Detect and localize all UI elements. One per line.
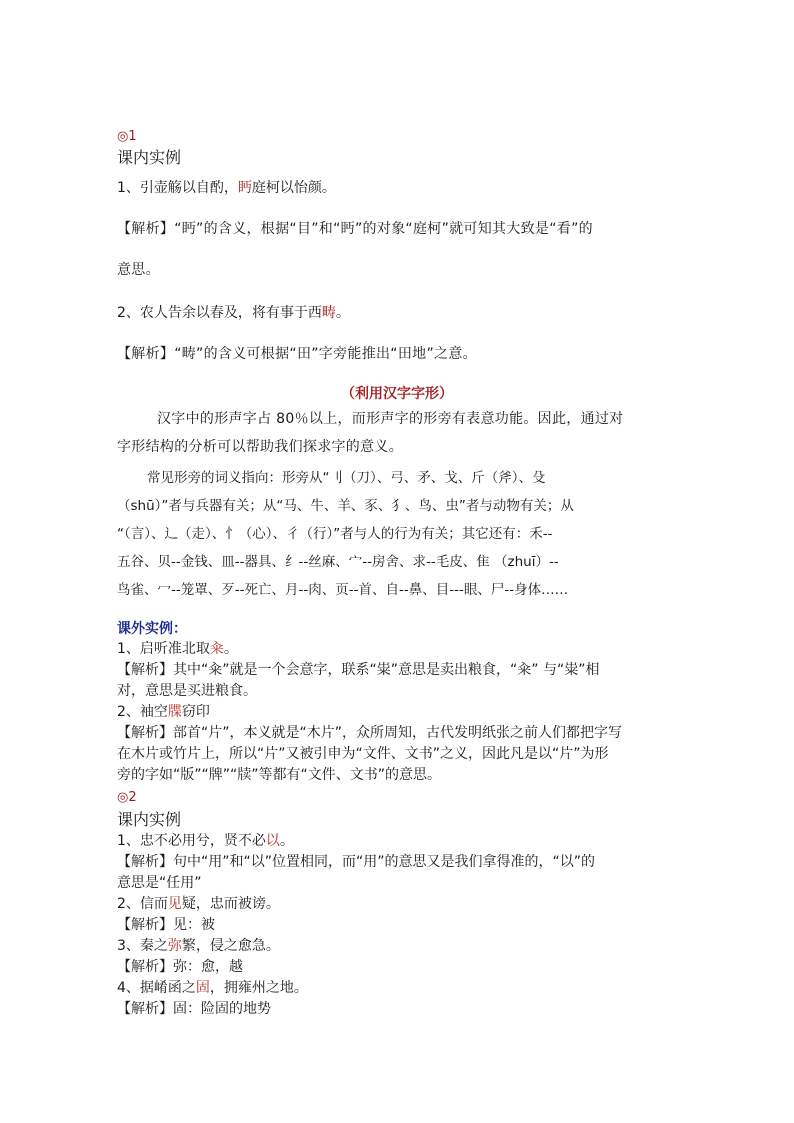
- example-text: 2、信而: [117, 896, 168, 912]
- extra-example-2: [117, 703, 210, 721]
- analysis-1-1-line1: 【解析】“眄”的含义，根据“目”和“眄”的对象“庭柯”就可知其大致是“看”的: [117, 221, 593, 237]
- example-text: 。: [279, 833, 294, 849]
- example-1-2: [117, 304, 350, 322]
- extra-analysis-1-line2: 对，意思是买进粮食。: [117, 683, 257, 699]
- example-text: 繁，侵之愈急。: [181, 938, 280, 954]
- highlight-char: 畴: [321, 305, 336, 321]
- highlight-char: 见: [167, 896, 182, 912]
- section-heading-2: 课内实例: [117, 810, 182, 829]
- example-text: 。: [223, 641, 238, 657]
- example-text: 。: [335, 305, 350, 321]
- s2-example-3: [117, 937, 280, 955]
- highlight-char: 牒: [167, 704, 182, 720]
- extra-analysis-2-line1: 【解析】部首“片”，本义就是“木片”，众所周知，古代发明纸张之前人们都把字写: [117, 725, 623, 741]
- s2-example-1: [117, 832, 294, 850]
- example-text: 1、忠不必用兮，贤不必: [117, 833, 266, 849]
- highlight-char: 眄: [237, 180, 252, 196]
- example-text: 2、袖空: [117, 704, 168, 720]
- s2-example-4: [117, 979, 308, 997]
- method-para2-line2: （shū）”者与兵器有关；从“马、牛、羊、豕、犭、鸟、虫”者与动物有关；从: [117, 498, 574, 514]
- s2-analysis-3: 【解析】弥：愈，越: [117, 959, 243, 975]
- extra-analysis-1-line1: 【解析】其中“籴”就是一个会意字，联系“粜”意思是卖出粮食，“籴” 与“粜”相: [117, 662, 600, 678]
- method-para2-line1: 常见形旁的词义指向：形旁从“刂（刀）、弓、矛、戈、斤（斧）、殳: [147, 470, 546, 486]
- example-text: ，拥雍州之地。: [209, 980, 308, 996]
- example-text: 4、据崤函之: [117, 980, 196, 996]
- analysis-1-2: 【解析】“畴”的含义可根据“田”字旁能推出“田地”之意。: [117, 346, 477, 362]
- method-para2-line5: 鸟雀、冖--笼罩、歹--死亡、月--肉、页--首、自--鼻、目---眼、尸--身体……: [117, 582, 569, 598]
- extra-analysis-2-line2: 在木片或竹片上，所以“片”又被引申为“文件、文书”之义，因此凡是以“片”为形: [117, 746, 609, 762]
- extra-example-1: [117, 640, 238, 658]
- analysis-1-1-line2: 意思。: [117, 262, 160, 278]
- extra-heading: 课外实例：: [117, 621, 187, 637]
- s2-analysis-4: 【解析】固：险固的地势: [117, 1001, 271, 1017]
- s2-analysis-1-line1: 【解析】句中“用”和“以”位置相同，而“用”的意思又是我们拿得准的，“以”的: [117, 854, 596, 870]
- example-1-1: [117, 179, 336, 197]
- extra-analysis-2-line3: 旁的字如“版”“牌”“牍”等都有“文件、文书”的意思。: [117, 767, 442, 783]
- example-text: 1、启听准北取: [117, 641, 210, 657]
- method-para2-line3: “（言）、辶（走）、忄（心）、彳（行）”者与人的行为有关；其它还有：禾--: [117, 526, 553, 542]
- s2-analysis-2: 【解析】见：被: [117, 917, 215, 933]
- example-text: 2、农人告余以春及，将有事于西: [117, 305, 322, 321]
- section-marker-1: ◎1: [117, 129, 137, 144]
- highlight-char: 籴: [209, 641, 224, 657]
- section-marker-2: ◎2: [117, 790, 137, 805]
- method-title: （利用汉字字形）: [341, 386, 453, 402]
- example-text: 窃印: [181, 704, 210, 720]
- example-text: 3、秦之: [117, 938, 168, 954]
- s2-example-2: [117, 895, 280, 913]
- highlight-char: 弥: [167, 938, 182, 954]
- method-para1-line1: 汉字中的形声字占 80％以上，而形声字的形旁有表意功能。因此，通过对: [157, 411, 624, 427]
- s2-analysis-1-line2: 意思是“任用”: [117, 875, 202, 891]
- example-text: 1、引壶觞以自酌，: [117, 180, 238, 196]
- highlight-char: 固: [195, 980, 210, 996]
- section-heading-1: 课内实例: [117, 148, 182, 167]
- example-text: 庭柯以怡颜。: [251, 180, 336, 196]
- method-para1-line2: 字形结构的分析可以帮助我们探求字的意义。: [117, 439, 403, 455]
- method-para2-line4: 五谷、贝--金钱、皿--器具、纟--丝麻、宀--房舍、求--毛皮、隹 （zhuī）--: [117, 554, 559, 570]
- highlight-char: 以: [265, 833, 280, 849]
- example-text: 疑，忠而被谤。: [181, 896, 280, 912]
